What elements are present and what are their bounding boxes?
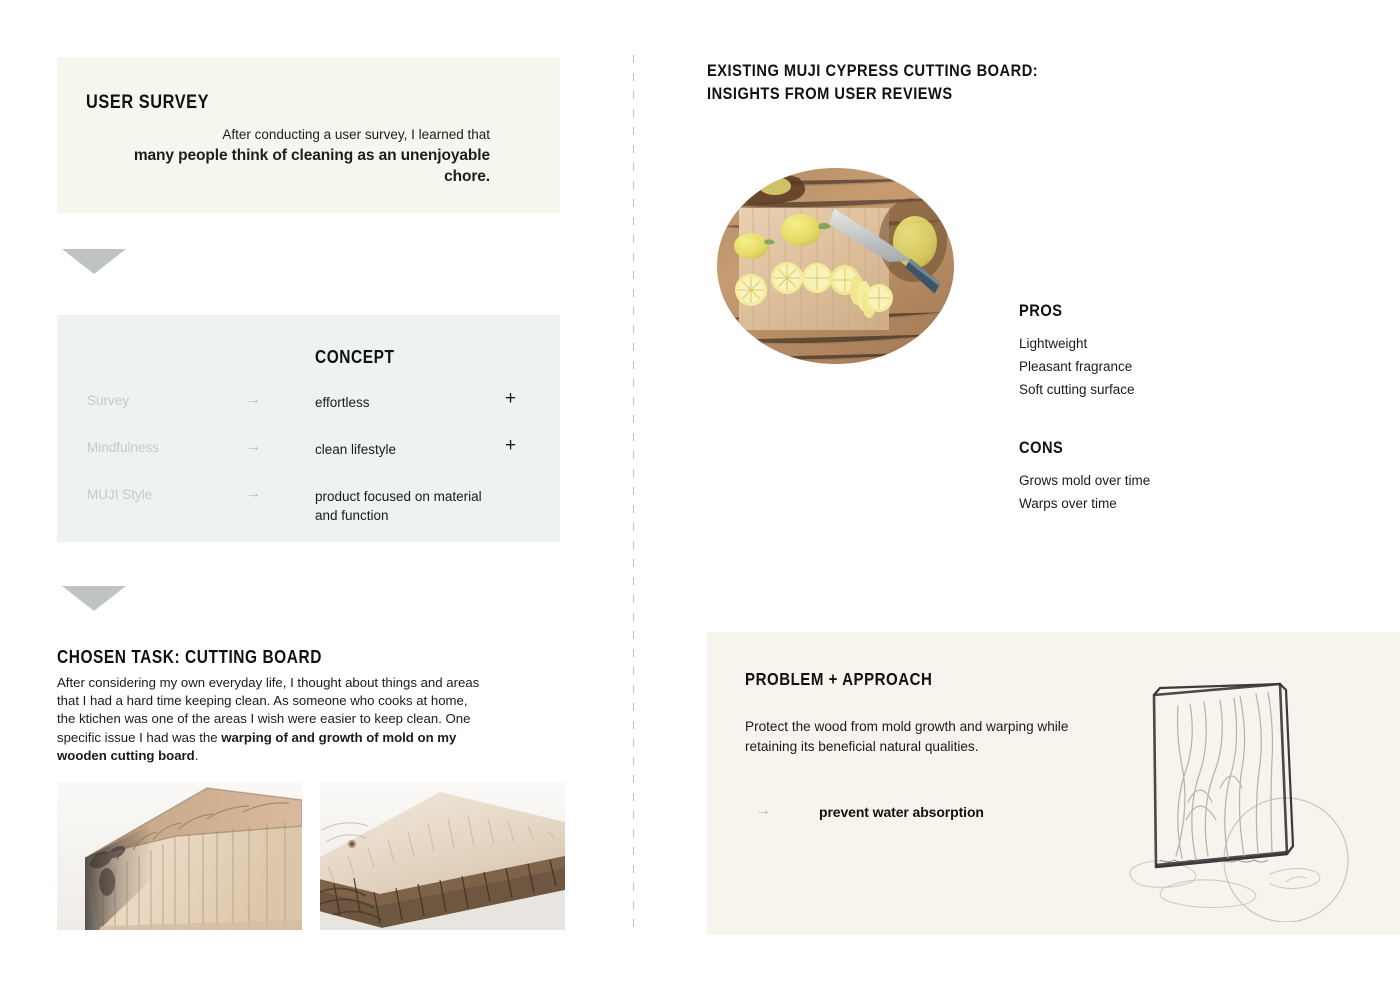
chosen-task-body-part-2: . [194, 747, 199, 763]
chosen-task-body-bold: warping of and growth of mold on my wooden cutting board [57, 729, 457, 763]
wood-board-photo-warp-art [320, 782, 565, 930]
vertical-dashed-divider [633, 55, 634, 935]
problem-approach-bullet-label: prevent water absorption [819, 804, 984, 820]
wood-board-photo-warp [320, 782, 565, 930]
plus-icon: + [505, 435, 517, 456]
pros-item: Lightweight [1019, 336, 1088, 351]
right-arrow-icon: → [245, 391, 261, 408]
wood-board-photo-mold [57, 782, 302, 930]
right-column-title-line-2: INSIGHTS FROM USER REVIEWS [707, 83, 953, 103]
right-arrow-icon: → [755, 802, 771, 819]
pros-heading: PROS [1019, 301, 1063, 320]
right-column-title-line-1: EXISTING MUJI CYPRESS CUTTING BOARD: [707, 61, 1039, 80]
board-sketch-art [1120, 660, 1370, 922]
concept-source: Survey [87, 393, 130, 408]
cons-item: Warps over time [1019, 496, 1117, 512]
pros-list [1019, 332, 1339, 402]
board-sketch [1120, 660, 1370, 922]
cons-item: Grows mold over time [1019, 473, 1151, 488]
concept-title: CONCEPT [315, 347, 395, 367]
concept-source: Mindfulness [87, 440, 160, 455]
right-arrow-icon: → [245, 438, 261, 455]
cons-heading: CONS [1019, 438, 1064, 457]
down-triangle-icon-1 [62, 249, 126, 274]
right-column-title [707, 60, 1092, 106]
chosen-task-body [57, 674, 481, 765]
concept-source: MUJI Style [87, 487, 153, 502]
concept-result: product focused on material and function [315, 489, 482, 524]
user-survey-card [57, 57, 560, 213]
cons-block [1019, 439, 1339, 515]
cons-list [1019, 469, 1339, 515]
user-survey-body [90, 125, 490, 187]
concept-result: effortless [315, 395, 370, 410]
chosen-task-body-part-1: After considering my own everyday life, I thought about things and areas that I had a hard time keeping clean. As someone who cooks at home, the ktichen was one of the areas I wish were easier to keep clean. One specific issue I had was the [57, 675, 480, 745]
user-survey-title: USER SURVEY [86, 92, 210, 113]
pros-block [1019, 302, 1339, 402]
user-survey-lead: After conducting a user survey, I learned that [222, 127, 490, 142]
pros-item: Soft cutting surface [1019, 382, 1135, 398]
user-survey-emphasis: many people think of cleaning as an unenjoyable chore. [133, 147, 490, 185]
cypress-cutting-board-photo [717, 168, 954, 364]
concept-row [87, 388, 532, 440]
concept-row [87, 487, 532, 543]
concept-card [57, 315, 560, 542]
chosen-task-title: CHOSEN TASK: CUTTING BOARD [57, 647, 322, 667]
plus-icon: + [505, 388, 517, 409]
right-arrow-icon: → [245, 485, 261, 502]
concept-row [87, 435, 532, 487]
cypress-cutting-board-photo-art [717, 168, 954, 364]
down-triangle-icon-2 [62, 586, 126, 611]
concept-row-list [87, 388, 532, 543]
problem-approach-title: PROBLEM + APPROACH [745, 669, 933, 689]
wood-board-photo-mold-art [57, 782, 302, 930]
problem-approach-text: Protect the wood from mold growth and warping while retaining its beneficial natural qualities. [745, 719, 1069, 755]
pros-item: Pleasant fragrance [1019, 359, 1133, 375]
concept-result: clean lifestyle [315, 442, 397, 457]
